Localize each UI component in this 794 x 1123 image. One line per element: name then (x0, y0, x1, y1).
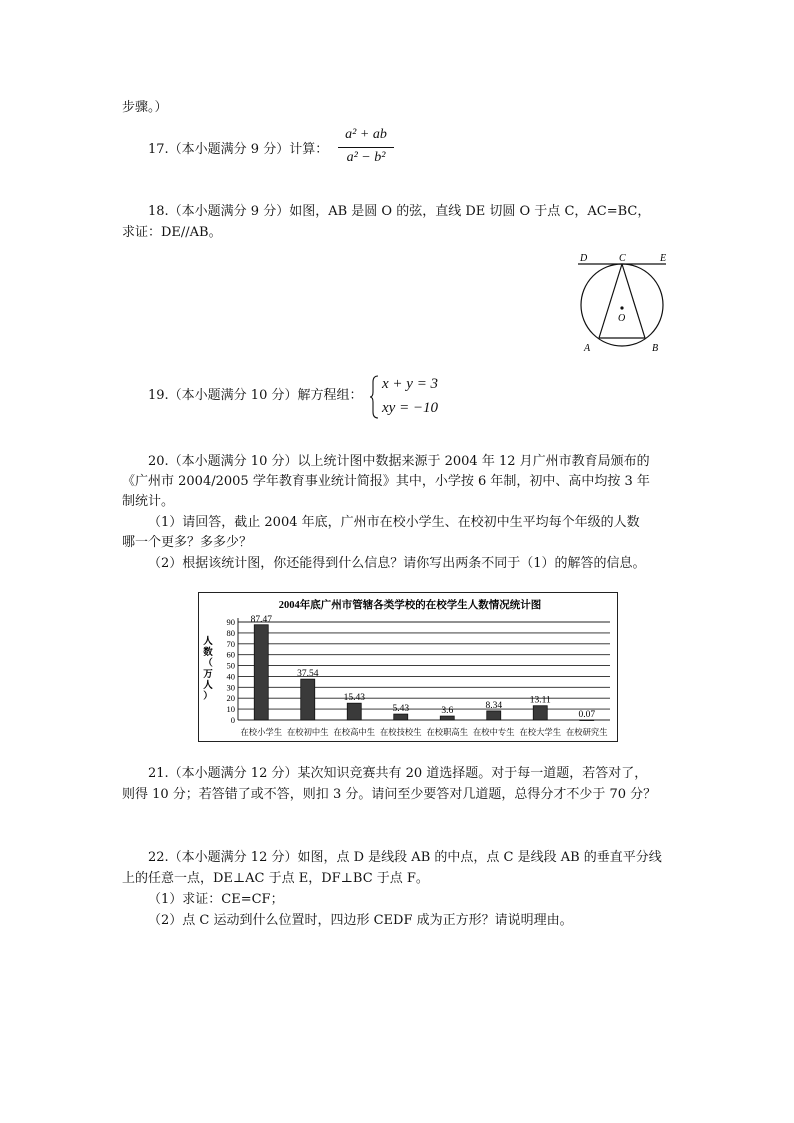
category-label: 在校初中生 (287, 728, 329, 737)
ylabel-char: 数 (203, 648, 213, 658)
y-tick-label: 10 (226, 704, 235, 715)
q17-text: 17.（本小题满分 9 分）计算： (148, 142, 329, 157)
bar-value-label: 8.34 (485, 700, 503, 711)
ylabel-char: 万 (203, 670, 213, 680)
q21-line1: 21.（本小题满分 12 分）某次知识竞赛共有 20 道选择题。对于每一道题，若答对了， (148, 766, 648, 781)
q17-numerator: a² + ab (345, 127, 387, 142)
label-d: D (580, 253, 588, 264)
category-label: 在校中专生 (473, 728, 515, 737)
q22-line1: 22.（本小题满分 12 分）如图，点 D 是线段 AB 的中点，点 C 是线段 AB 的垂直平分线 (148, 850, 662, 865)
bar (580, 720, 594, 721)
y-tick-label: 80 (226, 627, 235, 638)
category-label: 在校职高生 (426, 728, 468, 737)
q19-equation-1: x + y = 3 (382, 376, 439, 392)
y-tick-label: 0 (230, 715, 235, 725)
bar (347, 703, 361, 720)
y-tick-label: 40 (226, 671, 235, 682)
q22-line2: 上的任意一点，DE⊥AC 于点 E，DF⊥BC 于点 F。 (122, 871, 429, 886)
bar-value-label: 13.11 (529, 695, 551, 706)
q22-sub2: （2）点 C 运动到什么位置时，四边形 CEDF 成为正方形？请说明理由。 (148, 913, 573, 928)
q19-equation-2: xy = −10 (382, 400, 439, 416)
student-count-bar-chart (198, 592, 618, 742)
q18-line1: 18.（本小题满分 9 分）如图，AB 是圆 O 的弦，直线 DE 切圆 O 于点 C，AC=BC， (148, 204, 651, 219)
q21-line2: 则得 10 分；若答错了或不答，则扣 3 分。请问至少要答对几道题，总得分才不少于 70 分？ (122, 787, 657, 802)
bar-value-label: 0.07 (578, 709, 596, 720)
ylabel-char: （ (203, 659, 213, 669)
label-o: O (618, 313, 626, 324)
bar-value-label: 3.6 (441, 706, 454, 717)
circle-o (581, 264, 663, 346)
chart-title: 2004年底广州市管辖各类学校的在校学生人数情况统计图 (278, 600, 542, 611)
ylabel-char: 人 (203, 637, 213, 647)
q22-sub1: （1）求证：CE=CF； (148, 892, 284, 907)
q17-denominator: a² − b² (346, 150, 386, 165)
y-tick-label: 20 (226, 693, 235, 704)
chart-ylabel (203, 635, 213, 702)
q20-sub1-line2: 哪一个更多？多多少？ (122, 535, 253, 550)
ylabel-char: 人 (203, 681, 213, 691)
center-dot (620, 306, 623, 309)
bar (440, 716, 454, 720)
q19-brace (370, 374, 380, 420)
q18-line2: 求证：DE//AB。 (122, 225, 222, 240)
chord-cb (622, 264, 645, 338)
q20-sub2: （2）根据该统计图，你还能得到什么信息？请你写出两条不同于（1）的解答的信息。 (148, 556, 646, 571)
label-e: E (660, 253, 667, 264)
bar (301, 679, 315, 720)
y-tick-label: 50 (226, 660, 235, 671)
label-c: C (619, 253, 626, 264)
q18-circle-figure (572, 250, 672, 360)
category-label: 在校技校生 (380, 728, 422, 737)
category-label: 在校研究生 (566, 728, 608, 737)
category-label: 在校小学生 (240, 728, 282, 737)
q17-fraction-bar (338, 147, 394, 148)
label-b: B (652, 343, 659, 354)
y-tick-label: 30 (226, 682, 235, 693)
bar (487, 711, 501, 720)
ylabel-char: ） (203, 692, 213, 702)
q20-line3: 制统计。 (122, 494, 175, 509)
bar (533, 706, 547, 720)
bar-value-label: 37.54 (297, 669, 319, 680)
q20-line2: 《广州市 2004/2005 学年教育事业统计简报》其中，小学按 6 年制，初中、高中均按 3 年 (122, 474, 650, 489)
bar-value-label: 15.43 (343, 693, 365, 704)
q20-line1: 20.（本小题满分 10 分）以上统计图中数据来源于 2004 年 12 月广州市教育局颁布的 (148, 454, 650, 469)
lead-text: 步骤。） (122, 100, 168, 115)
q19-text: 19.（本小题满分 10 分）解方程组： (148, 388, 363, 403)
q20-sub1-line1: （1）请回答，截止 2004 年底，广州市在校小学生、在校初中生平均每个年级的人数 (148, 515, 640, 530)
category-label: 在校高中生 (333, 728, 375, 737)
bar (254, 625, 268, 720)
bar-value-label: 5.43 (392, 704, 410, 715)
y-tick-label: 60 (226, 649, 235, 660)
label-a: A (584, 343, 591, 354)
y-tick-label: 70 (226, 638, 235, 649)
bar-value-label: 87.47 (250, 614, 272, 625)
category-label: 在校大学生 (519, 728, 561, 737)
y-tick-label: 90 (226, 617, 235, 627)
chord-ca (599, 264, 622, 338)
bar (394, 714, 408, 720)
